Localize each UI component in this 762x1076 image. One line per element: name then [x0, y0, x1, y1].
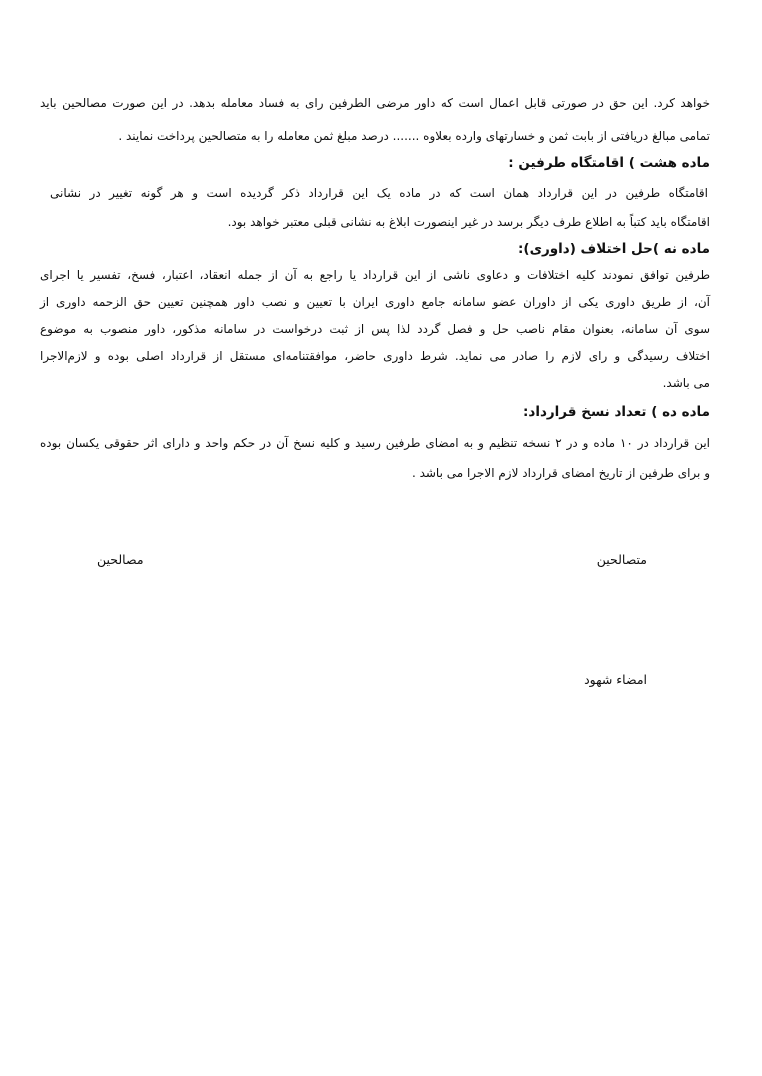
signature-left-party: مصالحین [97, 552, 144, 567]
article-9-line-2: آن، از طریق داوری یکی از داوران عضو سامانه جامع داوری ایران با تعیین و نصب داور همچنین تعیین حق الزحمه داوری از [40, 295, 710, 309]
article-10-heading: ماده ده ) تعداد نسخ قرارداد: [523, 404, 710, 420]
article-8-line-2: اقامتگاه باید کتباً به اطلاع طرف دیگر برسد در غیر اینصورت ابلاغ به نشانی قبلی معتبر خواهد بود. [227, 215, 710, 229]
article-9-line-3: سوی آن سامانه، بعنوان مقام ناصب حل و فصل گردد لذا پس از ثبت درخواست در سامانه مذکور، داور منصوب به موضوع [40, 322, 710, 336]
article-9-line-5: می باشد. [662, 376, 710, 390]
article-9-heading: ماده نه )حل اختلاف (داوری): [518, 241, 710, 257]
article-10-line-1: این قرارداد در ۱۰ ماده و در ۲ نسخه تنظیم و به امضای طرفین رسید و کلیه نسخ آن در حکم واحد و دارای اثر حقوقی یکسان بوده [40, 436, 710, 450]
intro-line-2: تمامی مبالغ دریافتی از بابت ثمن و خسارتهای وارده بعلاوه ....... درصد مبلغ ثمن معامله را به متصالحین پرداخت نمایند . [118, 129, 710, 143]
article-9-line-4: اختلاف رسیدگی و رای لازم را صادر می نماید. شرط داوری حاضر، موافقتنامه‌ای مستقل از قرارداد اصلی بوده و لازم‌الاجرا [40, 349, 710, 363]
article-9-line-1: طرفین توافق نمودند کلیه اختلافات و دعاوی ناشی از این قرارداد یا راجع به آن از جمله انعقاد، اعتبار، فسخ، تفسیر یا اجرای [40, 268, 710, 282]
signature-right-party: متصالحین [596, 552, 647, 567]
intro-line-1: خواهد کرد. این حق در صورتی قابل اعمال است که داور مرضی الطرفین رای به فساد معامله بدهد. در این صورت مصالحین باید [40, 96, 710, 110]
signature-witnesses: امضاء شهود [584, 672, 647, 687]
article-10-line-2: و برای طرفین از تاریخ امضای قرارداد لازم الاجرا می باشد . [411, 466, 710, 480]
article-8-line-1: اقامتگاه طرفین در این قرارداد همان است که در ماده یک این قرارداد ذکر گردیده است و هر گونه تغییر در نشانی [50, 186, 708, 200]
article-8-heading: ماده هشت ) اقامتگاه طرفین : [508, 155, 710, 171]
